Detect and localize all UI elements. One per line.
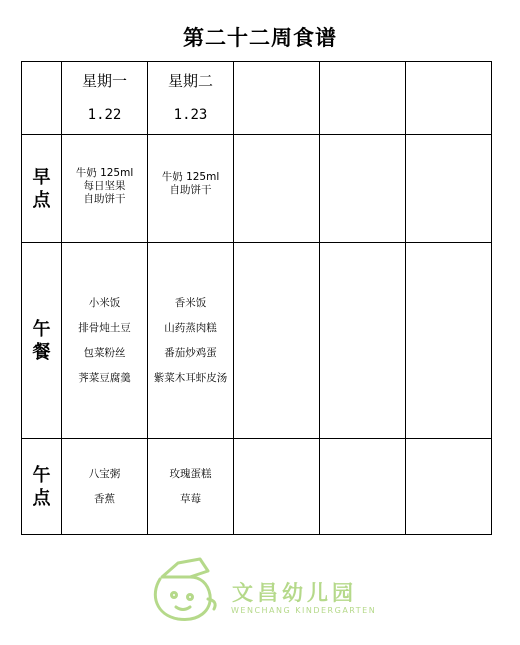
empty-cell — [234, 135, 320, 243]
empty-cell — [320, 135, 406, 243]
corner-cell — [22, 62, 62, 135]
meal-label-char: 点 — [32, 487, 51, 509]
menu-cell — [62, 439, 148, 535]
day-name: 星期一 — [81, 72, 127, 90]
day-name: 星期二 — [167, 72, 213, 90]
header-row — [22, 62, 492, 135]
breakfast-row — [22, 135, 492, 243]
menu-item: 自助饼干 — [83, 193, 126, 205]
meal-label-char: 餐 — [32, 341, 51, 363]
menu-item: 山药蒸肉糕 — [164, 321, 217, 334]
menu-item: 牛奶 125ml — [75, 167, 134, 179]
snack-row — [22, 439, 492, 535]
meal-label-char: 早 — [32, 166, 51, 188]
day-date: 1.22 — [87, 107, 122, 123]
menu-item: 香米饭 — [174, 296, 207, 309]
meal-label-snack — [22, 439, 62, 535]
menu-item: 八宝粥 — [88, 467, 121, 480]
menu-item: 自助饼干 — [169, 183, 212, 196]
menu-item: 每日坚果 — [83, 180, 126, 192]
menu-item: 小米饭 — [88, 296, 121, 309]
menu-item: 荠菜豆腐羹 — [78, 371, 131, 384]
day-date: 1.23 — [173, 107, 208, 123]
menu-item: 玫瑰蛋糕 — [169, 467, 212, 480]
empty-cell — [406, 135, 492, 243]
empty-cell — [320, 439, 406, 535]
menu-item: 紫菜木耳虾皮汤 — [153, 371, 228, 384]
empty-cell — [234, 243, 320, 439]
lunch-row — [22, 243, 492, 439]
meal-label-char: 点 — [32, 189, 51, 211]
meal-label-lunch — [22, 243, 62, 439]
meal-label-breakfast — [22, 135, 62, 243]
menu-cell — [62, 243, 148, 439]
menu-item: 包菜粉丝 — [83, 346, 126, 359]
meal-label-char: 午 — [32, 318, 51, 340]
menu-cell — [148, 135, 234, 243]
logo-subtitle: WENCHANG KINDERGARTEN — [231, 606, 377, 615]
menu-table — [21, 61, 492, 535]
menu-item: 牛奶 125ml — [161, 170, 220, 183]
empty-cell — [406, 439, 492, 535]
empty-cell — [406, 62, 492, 135]
empty-cell — [234, 62, 320, 135]
menu-item: 草莓 — [180, 492, 201, 505]
menu-item: 排骨炖土豆 — [78, 321, 131, 334]
menu-cell — [62, 135, 148, 243]
empty-cell — [234, 439, 320, 535]
menu-cell — [148, 439, 234, 535]
menu-item: 番茄炒鸡蛋 — [164, 346, 217, 359]
meal-label-char: 午 — [32, 464, 51, 486]
empty-cell — [320, 62, 406, 135]
logo-name: 文昌幼儿园 — [232, 581, 357, 605]
empty-cell — [406, 243, 492, 439]
empty-cell — [320, 243, 406, 439]
page-title: 第二十二周食谱 — [183, 26, 337, 50]
menu-cell — [148, 243, 234, 439]
day-header-monday — [62, 62, 148, 135]
day-header-tuesday — [148, 62, 234, 135]
menu-item: 香蕉 — [94, 492, 115, 505]
